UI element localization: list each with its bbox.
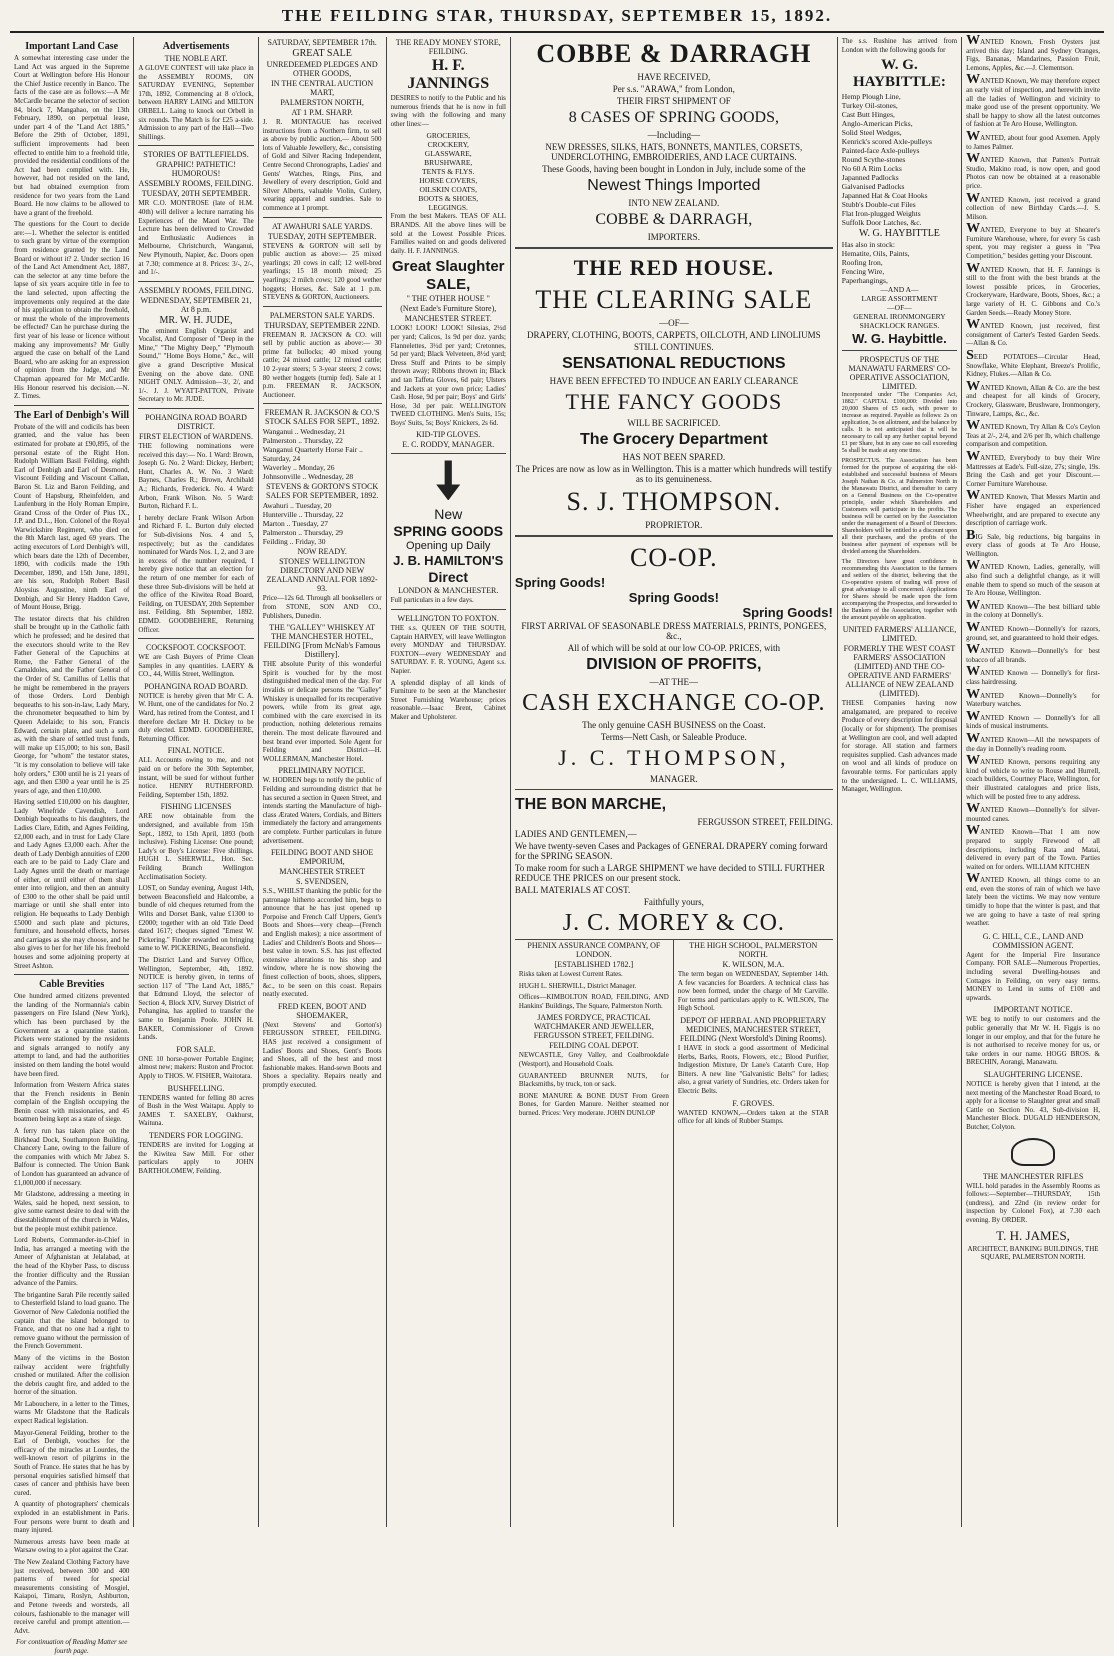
column-sales [259, 37, 387, 1527]
wanted-notice: WANTED, Everybody to buy their Wire Mattresses at Eade's. Full-size, 27s; single, 19s. Bring the Cash and get your Discount.—Corner Furniture Warehouse. [966, 448, 1100, 488]
ad-line: Terms—Nett Cash, or Saleable Produce. [600, 732, 747, 742]
article-paragraph: Having settled £10,000 on his daughter, Lady Winefride Cavendish, Lord Denbigh bequeaths to his daughters, the Ladies Clare, Edith, and Agnes Feilding, £2,000 each, and in trust for Lady Clare and Lady Agnes £3,000 each. After the death of Lady Denbigh annuities of £200 each are to be paid to Lady Clare and Lady Agnes until the death or marriage of either, or until either of them shall enter into religion, and then an annuity of £300 to the other shall be paid until marriage or until she shall enter into religion. He bequeaths to Lady Denbigh £5000 and such plate and pictures, furniture, and household effects, horses and carriages as she may choose, and he also gives to her for her life his freehold houses and some adjoining property at Street Ashton. [14, 798, 130, 970]
ad-heading: FINAL NOTICE. [167, 746, 225, 756]
ad-text: Offices—KIMBOLTON ROAD, FEILDING, AND Hankins' Buildings, The Square, Palmerston North. [518, 993, 669, 1010]
ad-heading: (Next Eade's Furniture Store), [400, 304, 497, 314]
goods-line: BOOTS & SHOES, [418, 194, 479, 204]
ad-line: Newest Things Imported [587, 177, 761, 194]
column-advertisements [134, 37, 258, 1527]
sale-date: Awahuri .. Tuesday, 20 [262, 501, 332, 511]
wanted-notice: WANTED Known, all things come to an end, even the stores of rain of which we have lately been the victims. We may now venture timidly to hope that the winter is past, and that we are going to have a taste of real spring weather. [966, 871, 1100, 928]
divider [263, 306, 382, 307]
headline-land-case: Important Land Case [25, 41, 119, 52]
ad-line: HAVE BEEN EFFECTED TO INDUCE AN EARLY CLEARANCE [549, 376, 799, 386]
ad-text: GUARANTEED BRUNNER NUTS, for Blacksmiths, by truck, ton or sack. [518, 1071, 669, 1089]
wanted-notice: WANTED Known—Donnelly's for Waterbury watches. [966, 686, 1100, 709]
article-paragraph: Many of the victims in the Boston railway accident were frightfully crushed or mutilated. After the collision the debris caught fire, and added to the horror of the situation. [14, 1353, 130, 1397]
ad-line: Spring Goods! [628, 590, 719, 605]
stock-item: Has also in stock: [841, 240, 895, 250]
ad-heading: THE READY MONEY STORE, FEILDING. [395, 38, 501, 56]
ad-text: NOTICE is hereby given that I intend, at the next meeting of the Manchester Road Board, to apply for a license to Slaughter great and small Cattle on Section No. 43, Sub-division H, Manchester Block. DUGALD HENDERSON, Butcher, Colyton. [966, 1079, 1100, 1131]
ad-line: 8 CASES OF SPRING GOODS, [568, 109, 779, 126]
wanted-notice: WANTED Known, Allan & Co. are the best and cheapest for all kinds of Grocery, Crockery, Glassware, Brushware, Ironmongery, Tinware, Lamps, &c., &c. [966, 378, 1100, 418]
goods-line: GLASSWARE, [424, 149, 472, 159]
ad-heading: TUESDAY, 20TH SEPTEMBER. [267, 231, 377, 241]
ad-text: The Directors have great confidence in recommending this Association to the farmers and settlers of the district, believing that the Co-operative system of trading will prove of great advantage to all concerned. Applications for Shares should be made upon the form accompanying the Prospectus, and forwarded to the Bankers of the Association, together with the amount payable on application. [841, 559, 958, 622]
article-paragraph: Lord Roberts, Commander-in-Chief in India, has arranged a meeting with the Ameer of Afghanistan at Jelalabad, at the head of the Khyber Pass, to discuss the frontier difficulty and the Russian advance of the Pamirs. [14, 1236, 130, 1288]
wanted-notice: WANTED Known, That Messrs Martin and Fisher have engaged an experienced Wheelwright, and are prepared to execute any description of carriage work. [966, 488, 1100, 528]
ad-text: MR C.O. MONTROSE (late of H.M. 40th) will deliver a lecture narrating his Experiences of the Maori War. The Lecture has been delivered to Crowded and Enthusiastic Audiences in Melbourne, Christchurch, Wanganui, New Plymouth, Napier, &c. Doors open at 7.30; commence at 8. Prices: 3/-, 2/-, and 1/-. [138, 199, 254, 277]
divider [391, 453, 506, 454]
stock-item: —OF— [887, 303, 912, 313]
ad-heading: UNREDEEMED PLEDGES AND OTHER GOODS, [266, 60, 378, 78]
stock-item: Painted-face Axle-pulleys [841, 146, 920, 156]
divider [263, 403, 382, 404]
article-paragraph: Mayor-General Feilding, brother to the Earl of Denbigh, vouches for the efficacy of the miracles at Lourdes, the well-known resort of pilgrims in the South of France. He states that he has by personal enquiries satisfied himself that cases of cancer and phthisis have been cured. [14, 1428, 130, 1497]
sale-date: Wanganui .. Wednesday, 21 [262, 427, 346, 437]
ad-line: NEW DRESSES, SILKS, HATS, BONNETS, MANTLES, CORSETS, UNDERCLOTHING, EMBROIDERIES, AND LACE CURTAINS. [545, 142, 803, 162]
ad-text: The eminent English Organist and Vocalist, And Composer of "Deep in the Mine," "The Mighty Deep," "Plymouth Sound," "Home Boys Home," &c., will give a grand Descriptive Musical Evening on the above date. ONE NIGHT ONLY. Admission—3/, 2/, and 1/-. J. J. WYATT-PATTON, Private Secretary to Mr. JUDE. [138, 326, 254, 404]
stock-item: Round Scythe-stones [841, 155, 906, 165]
ad-heading: TUESDAY, 20TH SEPTEMBER. [141, 189, 251, 199]
column-news [10, 37, 134, 1655]
divider [138, 145, 253, 146]
stock-item: Paperhangings, [841, 276, 888, 286]
ad-text: NOTICE is hereby given that Mr C. A. W. Hunt, one of the candidates for No. 2 Ward, has retired from the Contest, and I therefore declare Mr H. Dickey to be duly elected. EDMD. GOODBEHERE, Returning Officer. [138, 691, 254, 743]
wanted-notice: WANTED Known, just received, first consignment of Carter's Tested Garden Seeds.—Allan & Co. [966, 317, 1100, 348]
ad-heading: THE NOBLE ART. [164, 54, 228, 63]
article-paragraph: The New Zealand Clothing Factory have just received, between 300 and 400 patterns of tweed for special measurements consisting of Mosgiel, Kaiapoi, Timaru, Roslyn, Ashburton, and Petone tweeds and worsteds, all colours, fashionable to the manager will receive careful and prompt attention.—Advt. [14, 1557, 130, 1635]
stock-item: —AND A— [880, 285, 919, 295]
ad-title-coop: CO-OP. [630, 543, 718, 572]
ad-line: FIRST ARRIVAL OF SEASONABLE DRESS MATERIALS, PRINTS, PONGEES, &c., [521, 621, 827, 641]
ad-heading: MR. W. H. JUDE, [159, 314, 233, 326]
ad-heading: W. G. HAYBITTLE: [853, 57, 946, 91]
wide-ad-panel [511, 37, 838, 1527]
sale-date: Palmerston .. Thursday, 29 [262, 528, 343, 538]
ad-line: PROPRIETOR. [645, 520, 703, 530]
article-paragraph: A somewhat interesting case under the Land Act was argued in the Supreme Court at Wellington before His Honour the Chief Justice recently in Banco. The facts of the case are as follows:—A Mr McCardle became the selector of section 84, block 7, Mangahao, on the 13th February, 1890, on perpetual lease, under part 4 of the "Land Act 1885." Before the 29th of October, 1891, sufficient improvements had been effected to entitle him to a freehold title, provided the residential conditions of the Act had been complied with. He, however, had not resided on the land, but had obtained exemption from residence for two years from the Land Board. He now claims to be allowed to have a grant of the freehold. [14, 54, 130, 217]
ad-line: DRAPERY, CLOTHING, BOOTS, CARPETS, OILCLOTH, AND LINOLIUMS [527, 330, 821, 340]
ad-text: THE following nominations were received this day:— No. 1 Ward: Brown, Joseph G. No. 2 Ward: Dickey, Herbert; Hunt, Charles A. W. No. 3 Ward: Baynes, Charles R.; Brown, Archibald A.; Richards, Frederick. No. 4 Ward: Arbon, Frank Wilson. No. 5 Ward: Burton, Richard F. L. [138, 442, 254, 511]
ad-text: (Next Stevens' and Gorton's) FERGUSSON STREET, FEILDING. HAS just received a consignment of Ladies' Boots and Shoes, Gent's Boots and Shoes, all of the best and most fashionable makes. Hand-sewn Boots and Shoes a speciality. Repairs neatly and promptly executed. [262, 1020, 382, 1089]
ad-heading: GRAPHIC! PATHETIC! HUMOROUS! [156, 160, 236, 179]
subcolumn-right [674, 939, 833, 1527]
ad-text: PROSPECTUS. The Association has been formed for the purpose of acquiring the old-established and successful business of Messrs Joseph Nathan & Co. at Palmerston North in the Manawatu District, and thereafter to carry on a General Business on the Co-operative principle, under which Shareholders and Customers will participate in the profits. The business will be carried on by the Association under the management of a Board of Directors. Shareholders will be entitled to a discount upon all their purchases, and the profits of the business after payment of expenses will be divided among the Shareholders. [841, 458, 958, 556]
ad-line: HAVE RECEIVED, [637, 72, 711, 82]
ad-line: THEIR FIRST SHIPMENT OF [616, 96, 731, 106]
ad-heading: AT AWAHURI SALE YARDS. [271, 221, 373, 231]
wide-subcolumns [515, 939, 833, 1527]
ad-heading: Direct [428, 569, 469, 586]
wanted-notice: WANTED Known, that H. F. Jannings is still to the front with the best brands at the lowest possible prices, in Groceries, Crockeryware, Hardware, Boots, Shoes, &c.; a large variety of H. C. Gibbons and Co.'s Garden Seeds.—Ready Money Store. [966, 260, 1100, 317]
wanted-notice: WANTED Known—Donnelly's for silver-mounted canes. [966, 801, 1100, 823]
continuation-note: For continuation of Reading Matter see fourth page. [15, 1638, 128, 1655]
ad-line: INTO NEW ZEALAND. [628, 198, 720, 208]
stock-item: Cast Butt Hinges, [841, 110, 895, 120]
ad-heading: AT 1 P.M. SHARP. [291, 108, 353, 117]
divider [138, 638, 253, 639]
divider [14, 405, 129, 406]
ad-line: Per s.s. "ARAWA," from London, [612, 84, 735, 94]
ad-line: CASH EXCHANGE CO-OP. [522, 690, 826, 716]
ad-heading: [ESTABLISHED 1782.] [554, 960, 634, 969]
ad-heading: MANCHESTER STREET. [404, 314, 492, 324]
ad-heading: W. G. Haybittle. [852, 331, 947, 347]
columns [10, 33, 1104, 1655]
ad-heading: KID-TIP GLOVES. [416, 430, 481, 440]
ad-heading: FEILDING BOOT AND SHOE EMPORIUM, [270, 848, 374, 867]
ad-text: WE beg to notify to our customers and the public generally that Mr W. H. Figgis is no longer in our employ, and that for the future he is not authorised to receive money for us, or take orders in our name. HOGG BROS. & BRECHIN, Aorangi, Manawatu. [966, 1015, 1100, 1067]
ad-text: ARCHITECT, BANKING BUILDINGS, THE SQUARE, PALMERSTON NORTH. [967, 1244, 1099, 1262]
stock-item: Flat Iron-plugged Weights [841, 209, 921, 219]
sale-date: Palmerston .. Thursday, 22 [262, 436, 343, 446]
column-wanted-known [962, 33, 1104, 1527]
goods-line: GROCERIES, [426, 131, 470, 141]
ad-heading: PROSPECTUS OF THE MANAWATU FARMERS' CO-OPERATIVE ASSOCIATION, LIMITED. [848, 355, 951, 392]
ad-heading: FIRST ELECTION of WARDENS. [139, 432, 253, 442]
ad-text: Risks taken at Lowest Current Rates. [518, 970, 623, 978]
ad-heading: E. C. RODDY, MANAGER. [402, 440, 495, 450]
ad-text: W. HODREN begs to notify the public of Feilding and surrounding district that he has secured a section in Queen Street, and intends starting the Manufacture of high-class Ærated Waters, Cordials, and Bitters immediately the factory and arrangements are complete. Further particulars in future advertisement. [262, 776, 382, 845]
ad-text: TENDERS wanted for felling 80 acres of Bush in the West Waitapu. Apply to JAMES T. SAXELBY, Oakhurst, Waituna. [138, 1093, 254, 1128]
ad-heading: T. H. JAMES, [996, 1227, 1070, 1243]
goods-line: LEGGINGS. [428, 203, 468, 213]
ad-line: SENSATIONAL REDUCTIONS [562, 355, 786, 372]
ad-heading: FISHING LICENSES [160, 802, 232, 812]
ad-line: —AT THE— [649, 677, 699, 687]
ad-heading: " THE OTHER HOUSE " [406, 294, 490, 304]
ad-heading: Opening up Daily [406, 540, 491, 553]
stock-item: Japanned Hat & Coat Hooks [841, 191, 928, 201]
ad-text: STEVENS & GORTON will sell by public auction as above:— 25 mixed yearlings; 20 cows in calf; 12 well-bred yearlings; 15 18 month mixed; 25 yearlings; 2 milch cows; 120 good wether hoggets; Horses, &c. Sale at 1 p.m. STEVENS & GORTON, Auctioneers. [262, 241, 382, 302]
sale-date: Hunterville .. Thursday, 22 [262, 510, 344, 520]
ad-text: Full particulars in a few days. [390, 596, 474, 605]
goods-line: CROCKERY, [427, 140, 469, 150]
ad-line: LADIES AND GENTLEMEN,— [514, 829, 637, 839]
wanted-notice: WANTED Known, We may therefore expect an early visit of inspection, and herewith invite all the ladies of Wellington and vicinity to make good use of the present opportunity. We shall be happy to show all the latest outcomes of fashion at Te Aro House, Wellington. [966, 72, 1100, 129]
ad-heading: BUSHFELLING. [167, 1083, 225, 1093]
ad-text: BONE MANURE & BONE DUST From Green Bones, for Garden Manure. Neither steamed nor burned. Prices: Very moderate. JOHN DUNLOP [518, 1091, 669, 1117]
ad-line: IMPORTERS. [647, 232, 700, 242]
stock-item: Hematite, Oils, Paints, [841, 249, 910, 259]
wanted-notice: WANTED Known, Try Allan & Co's Ceylon Teas at 2/-, 2/4, and 2/6 per lb, which challenge comparison and competition. [966, 418, 1100, 449]
divider [515, 789, 833, 790]
divider [138, 281, 253, 282]
divider [138, 408, 253, 409]
ad-line: COBBE & DARRAGH, [595, 211, 753, 228]
ad-title-red-house: THE RED HOUSE. [573, 255, 775, 280]
wanted-notice: WANTED Known, Fresh Oysters just arrived this day; Island and Sydney Oranges, Figs, Bananas, Mandarines, Passion Fruit, Lemons, Apples, &c.—J. Clementson. [966, 33, 1100, 72]
ad-text: LOOK! LOOK! LOOK! Silesias, 2½d per yard; Calicos, 1s 9d per doz. yards; Flannelettes, 3½d per yard; Cretonnes, 5d per yard; Black Velveteen, 8½d yard; Dress Stuff and Prints to be simply thrown away; Ribbons thrown in; Black and tan Taffeta Gloves, 6d pair; Ulsters and Jackets at your own price; Ladies' Cash. Hose, 9d per pair; Boys' and Girls' Hose, 3d per pair. WELLINGTON TWEED CLOTHING. Men's Suits, 15s; Boys' Suits, 5s; Boys' Knickers, 2s 6d. [390, 324, 506, 427]
ad-text: ARE now obtainable from the undersigned, and available from 15th Sept., 1892, to 15th April, 1893 (both inclusive). Fishing License: One pound; Lady's or Boy's License: Five shillings. HUGH L. SHERWILL, Hon. Sec. Feilding Branch Wellington Acclimatisation Society. [138, 812, 254, 881]
divider [842, 350, 957, 351]
goods-line: BRUSHWARE, [424, 158, 473, 168]
ad-heading: SPRING GOODS [393, 523, 504, 540]
ad-heading: DEPOT OF HERBAL AND PROPRIETARY MEDICINES, MANCHESTER STREET, FEILDING (Next Worsfold's Dining Rooms). [679, 1015, 827, 1043]
ad-heading: S. SVENDSEN, [296, 877, 349, 887]
ad-heading: J. B. HAMILTON'S [393, 553, 504, 569]
ad-text: I hereby declare Frank Wilson Arbon and Richard F. L. Burton duly elected for Sub-divisions Nos. 4 and 5, respectively; but as the candidates nominated for Wards Nos. 1, 2, and 3 are in excess of the number required, I hereby give notice that an election for the return of one member for each of these three Sub-divisions will be held at the office of the Kiwitea Road Board, Feilding, on TUESDAY, 20th September inst. Feilding, 8th September, 1892. EDMD. GOODBEHERE, Returning Officer. [138, 513, 254, 634]
ad-text: A splendid display of all kinds of Furniture to be seen at the Manchester Street Furnishing Warehouse; prices reasonable.—Isaac Brent, Cabinet Maker and Upholsterer. [390, 678, 506, 721]
ad-line: STILL CONTINUES. [634, 342, 714, 352]
ad-text: Incorporated under "The Companies Act, 1882." CAPITAL £100,000: Divided into 20,000 Shares of £5 each, with power to increase as required. Payable as follows: 2s on application, 3s on allotment, and the balance by calls. It is not anticipated that it will be necessary to call up any further capital beyond £1 per Share, but in any case no call exceeding 5s shall be made at any one time. [841, 392, 958, 455]
ad-heading: ASSEMBLY ROOMS, FEILDING. [138, 179, 254, 189]
ad-heading: PALMERSTON SALE YARDS. [269, 310, 375, 320]
ad-heading: STONES' WELLINGTON DIRECTORY AND NEW ZEALAND ANNUAL FOR 1892-93. [266, 557, 378, 594]
divider [14, 974, 129, 975]
wanted-notice: WANTED Known, that Patten's Portrait Studio, Makino road, is now open, and good Photos can now be obtained at a reasonable price. [966, 151, 1100, 190]
ad-heading: WELLINGTON TO FOXTON. [397, 614, 499, 624]
divider [515, 535, 833, 537]
ad-heading: THE MANCHESTER RIFLES [982, 1171, 1084, 1181]
ad-text: THE absolute Purity of this wonderful Spirit is vouched for by the most distinguished medical men of the day. For invalids or delicate persons the "Galley" Whiskey is unequalled for its recuperative powers, while from its great age, combined with the care exercised in its production, nothing deleterious remains therein. The most delicate flavoured and best brand ever imported. Sole Agent for Feilding and District—H. WOLLERMAN, Manchester Hotel. [262, 660, 382, 763]
stock-item: Kenrick's scored Axle-pulleys [841, 137, 932, 147]
wanted-notice: WANTED Known, Ladies, generally, will also find such a delightful change, as it will enable them to spend so much of the season at Te Aro House, Wellington. [966, 558, 1100, 598]
ad-line: These Goods, having been bought in London in July, include some of the [542, 164, 806, 174]
ad-heading: LONDON & MANCHESTER. [398, 586, 499, 596]
ad-text: Agent for the Imperial Fire Insurance Company. FOR SALE—Numerous Properties, including several Dwelling-houses and Cottages in Feilding, on very easy terms. MONEY to Lend in sums of £100 and upwards. [966, 950, 1100, 1002]
article-paragraph: The brigantine Sarah Pile recently sailed to Chesterfield Island to load guano. The Governor of New Caledonia notified the captain that the island belonged to France, and that no one had a right to remove guano without the permission of the French Government. [14, 1290, 130, 1351]
stock-item: Solid Steel Wedges, [841, 128, 902, 138]
ad-heading: PALMERSTON NORTH, [280, 98, 364, 107]
ad-heading: UNITED FARMERS' ALLIANCE, LIMITED. [842, 625, 957, 644]
ad-heading: SLAUGHTERING LICENSE. [983, 1069, 1083, 1079]
column-haybittle [838, 37, 962, 1527]
ad-heading: FEILDING COAL DEPOT. [549, 1041, 639, 1051]
ad-line: The Prices are now as low as in Wellington. This is a matter which hundreds will testify as to its genuineness. [515, 464, 832, 484]
article-paragraph: Information from Western Africa states that the French residents in Benin complain of the English occupying the Benin coast with missionaries, and 45 boatmen being kept as a state of siege. [14, 1081, 130, 1124]
ad-heading: PHENIX ASSURANCE COMPANY, OF LONDON. [527, 941, 661, 959]
article-paragraph: A ferry run has taken place on the Birkhead Dock, Southampton Building. Chancery Lane, owing to the failure of the companies with which Mr Jabez S. Balfour is connected. The Union Bank of London has guaranteed an advance of £1,000,000 if necessary. [14, 1127, 130, 1187]
headline-cable-brevities: Cable Brevities [39, 979, 105, 991]
ad-heading: TENDERS FOR LOGGING. [149, 1131, 244, 1140]
ad-heading: GREAT SALE [292, 48, 352, 59]
wanted-notice: SEED POTATOES—Circular Head, Snowflake, White Elephant, Breeze's Prolific, Kidney, Flukes.—Allan & Co. [966, 348, 1100, 379]
crest-icon [1011, 1138, 1055, 1166]
article-paragraph: Mr Gladstone, addressing a meeting in Wales, said he hoped, next session, to give some earnest desire to deal with the disestablishment of the church in Wales, but the people must exhibit patience. [14, 1190, 130, 1233]
ad-line: Spring Goods! [742, 605, 833, 620]
sale-date: Wanganui Quarterly Horse Fair .. Saturday, 24 [262, 445, 363, 464]
ad-text: TENDERS are invited for Logging at the Kiwitea Saw Mill. For other particulars apply to JOHN BARTHOLOMEW, Feilding. [138, 1141, 254, 1175]
ad-text: ONE 10 horse-power Portable Engine; almost new; makers: Ruston and Proctor. Apply to THOS. W. FISHER, Waitotara. [138, 1054, 254, 1081]
ad-heading: THE HIGH SCHOOL, PALMERSTON NORTH. [689, 941, 818, 959]
ad-heading: THE "GALLEY" WHISKEY AT THE MANCHESTER HOTEL, FEILDING [From McNab's Famous Distillery]. [263, 623, 381, 660]
ad-heading: FREEMAN R. JACKSON & CO.'S STOCK SALES FOR SEPT., 1892. [264, 408, 380, 427]
ad-heading: F. GROVES. [732, 1098, 775, 1108]
stock-item: Suffolk Door Latches, &c. [841, 218, 922, 228]
wanted-notice: WANTED, about four good Axemen. Apply to James Palmer. [966, 128, 1100, 151]
ad-heading: K. WILSON, M.A. [722, 960, 785, 969]
ad-line: MANAGER. [649, 774, 698, 784]
ad-text: WILL hold parades in the Assembly Rooms as follows:—September—THURSDAY, 15th (undress), and 22nd (in review order for inspection by Colonel Fox), at 7.30 each evening. By ORDER. [966, 1181, 1100, 1224]
stock-item: Japanned Padlocks [841, 173, 899, 183]
ad-heading: FRED KEEN, BOOT AND SHOEMAKER, [277, 1001, 367, 1020]
ad-heading: IMPORTANT NOTICE. [993, 1005, 1073, 1015]
ad-line: THE FANCY GOODS [565, 389, 783, 414]
ad-line: DIVISION OF PROFITS, [586, 656, 762, 673]
sale-date: Johnsonville .. Wednesday, 28 [262, 472, 354, 482]
ad-heading: MANCHESTER STREET [279, 867, 365, 877]
headline-denbigh-will: The Earl of Denbigh's Will [14, 409, 129, 421]
advertisements-heading: Advertisements [162, 41, 230, 52]
ad-text: DESIRES to notify to the Public and his numerous friends that he is now in full swing with the following and many other lines:— [390, 94, 506, 128]
ad-text: Price—12s 6d. Through all booksellers or from STONE, SON AND CO., Publishers, Dunedin. [262, 594, 382, 620]
ad-heading: FOR SALE. [176, 1044, 216, 1054]
ad-heading: NOW READY. [297, 547, 347, 557]
wanted-notice: WANTED Known — Donnelly's for all kinds of musical instruments. [966, 708, 1100, 731]
ad-heading: IN THE CENTRAL AUCTION MART, [271, 79, 374, 97]
goods-line: TENTS & FLYS. [422, 167, 475, 177]
ad-heading: G. C. HILL, C.E., LAND AND COMMISSION AGENT. [982, 931, 1084, 950]
article-paragraph: The testator directs that his children shall be brought up in the Catholic faith which he professed; and he desired that the executors should write to the Rev Father General of the Capuchins at Rome, the Father General of the Camaldoles, and the Father General of the Order of St. Camillus of Lellis that he might be remembered in the prayers of those Orders. Lord Denbigh bequeaths to his son-in-law, Lady Mary, the chronometer bequeathed to him by Queen Adelaide; to his son, Francis Edward, certain plate, and such a sum as, with the share of settled trust funds, will make up £15,000; to his son, Basil George, for "whom" the testator states, "it is my consolation to believe will take holy orders," £300 until he is 21 years of age, and then £300 a year until he is 25 years of age, and then £10,000. [14, 614, 130, 795]
ad-line: J. C. THOMPSON, [558, 745, 790, 770]
ad-text: FREEMAN R. JACKSON & CO. will sell by public auction as above:— 30 prime fat bullocks; 40 mixed young cattle; 24 mixed cattle; 12 mixed cattle; 10 2-year steers; 5 3-year steers; 2 cows; 80 wether hoggets (turnip fed). Sale at 1 p.m. FREEMAN R. JACKSON, Auctioneer. [262, 330, 382, 399]
wanted-notice: WANTED Known—Donnelly's for razors, ground, set, and guaranteed to hold their edges. [966, 620, 1100, 642]
subcolumn-left [515, 939, 674, 1527]
column-stores [387, 37, 511, 1527]
ad-line: The Grocery Department [580, 431, 768, 448]
ad-line: The only genuine CASH BUSINESS on the Coast. [582, 720, 766, 730]
article-paragraph: One hundred armed citizens prevented the landing of the Normannia's cabin passengers on Fire Island (New York), which has been purchased by the Government as a quarantine station. Pickets were stationed by the residents and signals arranged to notify any attempt to land, and had the authorities insisted on them landing the hotel would have been fired. [14, 992, 130, 1078]
ad-heading: ASSEMBLY ROOMS, FEILDING. [138, 285, 254, 295]
wanted-notice: WANTED Known, just received a grand collection of new Birthday Cards.—J. S. Milson. [966, 190, 1100, 221]
ad-text: LOST, on Sunday evening, August 14th, between Beaconsfield and Halcombe, a bundle of old cheques returned from the Wilts and Dorset Bank, value £1300 to £2000; together with an old Title Deed dated 1617; cheques signed "Ernest W. Pickering." Finder rewarded on bringing same to W. PICKERING, Beaconsfield. [138, 884, 254, 953]
ad-line: All of which will be sold at our low CO-OP. PRICES, with [567, 643, 780, 653]
ad-line: Spring Goods! [514, 575, 606, 590]
ad-heading: STEVENS & GORTON'S STOCK SALES FOR SEPTEMBER, 1892. [266, 482, 379, 501]
ad-heading: Great Slaughter [391, 258, 505, 276]
divider [515, 247, 833, 249]
ad-text: I HAVE in stock a good assortment of Medicinal Herbs, Barks, Roots, Flowers, etc.; Blood Purifier, Indigestion Mixture, Dr Lane's Catarrh Cure, Hop Bitters. A new line "Galvanistic Belts" for ladies; also, a great variety of Sundries, etc. Orders taken for Electric Belts. [677, 1043, 829, 1095]
ad-heading: FORMERLY THE WEST COAST FARMERS' ASSOCIATION (LIMITED) AND THE CO-OPERATIVE AND FARMERS' ALLIANCE of NEW ZEALAND (LIMITED). [843, 644, 956, 699]
sale-date: Feilding .. Friday, 30 [262, 537, 326, 547]
ad-heading: W. G. HAYBITTLE [858, 228, 940, 240]
ad-text: A GLOVE CONTEST will take place in the ASSEMBLY ROOMS, ON SATURDAY EVENING, September 17th, 1892, Commencing at 8 o'clock, between HARRY LAING and MILTON ORBELL. Laing to knock out Orbell in six rounds. The Match is for £25 a-side. Admission to any part of the Hall—Two Shillings. [138, 64, 254, 141]
ad-line: —OF— [659, 318, 689, 328]
ad-heading: STORIES OF BATTLEFIELDS. [143, 150, 249, 160]
article-paragraph: The questions for the Court to decide are:—1. Whether the selector is entitled to such grant by virtue of the exemption from residence granted by the Land Board or without it? 2. Under section 16 of the Land Act Amendment Act, 1887, can the selector at any time before the lapse of six years acquire title in fee to the land selected, upon affecting the improvements only required at the date of his application to obtain the freehold, or must the whole of the improvements be effected? Can he purchase during the first year of his lease or licence without making any improvements? Mr Gully argued the case on behalf of the Land Board, who are asking for an expression of opinion from the Judge, and Mr Chapman appeared for Mr McCardle. His Honour reserved his decision.—N. Z. Times. [14, 220, 130, 401]
ad-heading: WEDNESDAY, SEPTEMBER 21, At 8 p.m. [140, 295, 252, 314]
ad-text: The term began on WEDNESDAY, September 14th. A few vacancies for Boarders. A technical class has now been formed, under the charge of Mr Carville. For terms and particulars apply to K. WILSON, The High School. [677, 970, 829, 1013]
ad-text: THESE Companies having now amalgamated, are prepared to receive Produce of every description for disposal (locally or for shipment). The premises at Wellington are cool, and well adapted for storage. All station and farmers requisites supplied. Cash advances made on wool and all kinds of produce on favourable terms. For particulars apply to the undersigned. L. C. WILLIAMS, Manager, Wellington. [841, 699, 958, 794]
stock-item: LARGE ASSORTMENT [861, 294, 938, 304]
ad-line: Faithfully yours, [643, 897, 704, 907]
article-paragraph: Probate of the will and codicils has been granted, and the value has been estimated for probate at £90,895, of the personal estate of the Right Hon. Rudolph William Basil Feilding, eighth Earl of Denbigh and Earl of Desmond, Viscount Feilding and Viscount Callan, Baron St. Liz and Baron Feilding, and Count of Hapsburg, Rheinfelden, and Laufenburg in the Holy Roman Empire, Grand Cross of the Order of Pius IX., J.P. and D.L., Hon. Colonel of the Royal Warwickshire Regiment, who died on the 8th March last, aged 69 years. The acting executors of Lord Denbigh's will, which bears date the 12th of December, 1890, with codicils made the 19th December, 1890, and 15th June, 1891, are his son, Rudolph Robert Basil Aloysius Augustine, ninth Earl of Denbigh, and Sir Henry Haddon Cave, of Mount House, Brigg. [14, 422, 130, 612]
ad-heading: SALE, [426, 276, 471, 294]
ad-line: BALL MATERIALS AT COST. [514, 885, 631, 895]
ad-text: ALL Accounts owing to me, and not paid on or before the 30th September, instant, will be sued for without further notice. HENRY RUTHERFORD. Feilding, September 15th, 1892. [138, 756, 254, 799]
ad-line: J. C. MOREY & CO. [562, 910, 785, 936]
ad-heading: SATURDAY, SEPTEMBER 17th. [267, 38, 377, 47]
ad-heading: POHANGINA ROAD BOARD. [144, 681, 248, 691]
wanted-notice: WANTED, Everyone to buy at Shearer's Furniture Warehouse, where, for every 5s cash spent, you may register a guess in "Pea Competition," besides getting your Discount. [966, 221, 1100, 261]
ad-text: WANTED KNOWN,—Orders taken at the STAR office for all kinds of Rubber Stamps. [677, 1108, 829, 1126]
ad-title-cobbe: COBBE & DARRAGH [536, 39, 812, 68]
wanted-notice: BIG Sale, big reductions, big bargains in every class of goods at Te Aro House, Wellington. [966, 527, 1100, 558]
sale-date: Marton .. Tuesday, 27 [262, 519, 329, 529]
ad-heading: POHANGINA ROAD BOARD DISTRICT. [145, 413, 247, 432]
wanted-notice: WANTED Known — Donnelly's for first-class hairdressing. [966, 664, 1100, 686]
ad-text: NEWCASTLE, Grey Valley, and Coalbrookdale (Westport), and Household Coals. [518, 1051, 669, 1068]
divider [391, 609, 506, 610]
ad-text: The s.s. Rushine has arrived from London with the following goods for [841, 37, 958, 54]
ad-heading: PRELIMINARY NOTICE. [278, 766, 366, 776]
ad-heading: New [434, 506, 463, 523]
ad-heading: H. F. JANNINGS [407, 57, 490, 92]
divider [263, 217, 382, 218]
stock-item: Galvanised Padlocks [841, 182, 905, 192]
ad-heading: JAMES FORDYCE, PRACTICAL WATCHMAKER AND JEWELLER, FERGUSSON STREET, FEILDING. [533, 1013, 655, 1041]
ad-line: We have twenty-seven Cases and Packages of GENERAL DRAPERY coming forward for the SPRING SEASON. [514, 841, 828, 861]
ad-title-clearing-sale: THE CLEARING SALE [535, 285, 813, 314]
ad-line: To make room for such a LARGE SHIPMENT we have decided to STILL FURTHER REDUCE THE PRICES on our present stock. [514, 863, 825, 883]
ad-text: S.S., WHILST thanking the public for the patronage hitherto accorded him, begs to announce that he has just opened up Porpoise and French Calf Uppers, Gent's Boots and Shoes—very cheap—(French and English makes); a nice assortment of Ladies' and Children's Boots and Shoes—best value in town. S.S. has just effected extensive alterations to his shop and window, where he is now showing the finest collection of boots, shoes, slippers, &c., to be seen on this coast. Repairs neatly executed. [262, 887, 382, 999]
sale-date: Waverley .. Monday, 26 [262, 463, 335, 473]
article-paragraph: Mr Labouchere, in a letter to the Times, warns Mr Gladstone that the Radicals expect Radical legislation. [14, 1399, 130, 1426]
wanted-notice: WANTED Known—Donnelly's for best tobacco of all brands. [966, 642, 1100, 664]
article-paragraph: Numerous arrests have been made at Warsaw owing to a plot against the Czar. [14, 1537, 130, 1555]
masthead: THE FEILDING STAR, THURSDAY, SEPTEMBER 15, 1892. [10, 6, 1104, 33]
ad-line: —Including— [647, 130, 701, 140]
ad-heading: COCKSFOOT. COCKSFOOT. [146, 643, 246, 653]
goods-line: OILSKIN COATS, [419, 185, 477, 195]
goods-line: HORSE COVERS, [419, 176, 478, 186]
wanted-notice: WANTED Known, persons requiring any kind of vehicle to write to Rouse and Hurrell, coach builders, Courtney Place, Wellington, for their illustrated catalogues and price lists, which will be posted free to any address. [966, 753, 1100, 801]
ad-text: J. R. MONTAGUE has received instructions from a Northern firm, to sell as above by public auction,— About 500 lots of Valuable Jewellery, &c., consisting of Gold and Silver Racing Independent, Centre Second Chronographs, Ladies' and Gents' Watches, Rings, Pins, and Jewellery of every description, Gold and Silver Alberts, valuable Violin, Cutlery, wearing apparel and sundries. Sale to commence at 1 prompt. [262, 118, 382, 212]
ad-title-thompson: S. J. THOMPSON. [566, 487, 782, 516]
stock-item: Turkey Oil-stones, [841, 101, 898, 111]
ad-text: THE s.s. QUEEN OF THE SOUTH, Captain HARVEY, will leave Wellington every MONDAY and THURSDAY. FOXTON—every WEDNESDAY and SATURDAY. F. R. YOUNG, Agent s.s. Napier. [390, 624, 506, 676]
stock-item: GENERAL IRONMONGERY [853, 312, 946, 322]
ad-line: HAS NOT BEEN SPARED. [622, 452, 726, 462]
article-paragraph: A quantity of photographers' chemicals exploded in an establishment in Paris. Four persons were burnt to death and many injured. [14, 1500, 130, 1535]
wanted-notice: WANTED Known—The best billiard table in the colony at Donnelly's. [966, 597, 1100, 620]
wanted-notice: WANTED Known—That I am now prepared to supply Firewood of all descriptions, including Rata and Matai, delivered in every part of the Town. Parties waited on for orders. WILLIAM KITCHEN [966, 823, 1100, 871]
ad-title-bon-marche: THE BON MARCHE, [514, 796, 667, 813]
stock-item: Fencing Wire, [841, 267, 885, 277]
ad-line: FERGUSSON STREET, FEILDING. [697, 817, 833, 827]
ad-text: From the best Makers. TEAS OF ALL BRANDS. All the above lines will be sold at the Lowest Possible Prices. Families waited on and goods delivered daily. H. F. JANNINGS. [390, 212, 506, 255]
stock-item: SHACKLOCK RANGES. [859, 321, 940, 331]
stock-item: Roofing Iron, [841, 258, 883, 268]
pointing-hand-icon [436, 460, 460, 500]
stock-item: Hemp Plough Line, [841, 92, 901, 102]
wanted-notice: WANTED Known—All the newspapers of the day in Donnelly's reading room. [966, 730, 1100, 753]
ad-text: WE are Cash Buyers of Prime Clean Samples in any quantities. LAERY & CO., 44, Willis Street, Wellington. [138, 653, 254, 679]
ad-text: HUGH L. SHERWILL, District Manager. [518, 981, 637, 990]
ad-line: WILL BE SACRIFICED. [627, 418, 721, 428]
stock-item: Anglo-American Picks, [841, 119, 913, 129]
ad-heading: THURSDAY, SEPTEMBER 22ND. [264, 320, 380, 330]
stock-item: No 60 A Rim Locks [841, 164, 902, 174]
stock-item: Stubb's Double-cut Files [841, 200, 916, 210]
ad-text: The District Land and Survey Office, Wellington, September, 4th, 1892. NOTICE is hereby given, in terms of section 117 of "The Land Act, 1885," that Edmund Lloyd, the selector of Section 4, Block XIV, Survey District of Pohangina, has applied to transfer the same to Benjamin Poole. JOHN H. BAKER, Commissioner of Crown Lands. [138, 955, 254, 1042]
